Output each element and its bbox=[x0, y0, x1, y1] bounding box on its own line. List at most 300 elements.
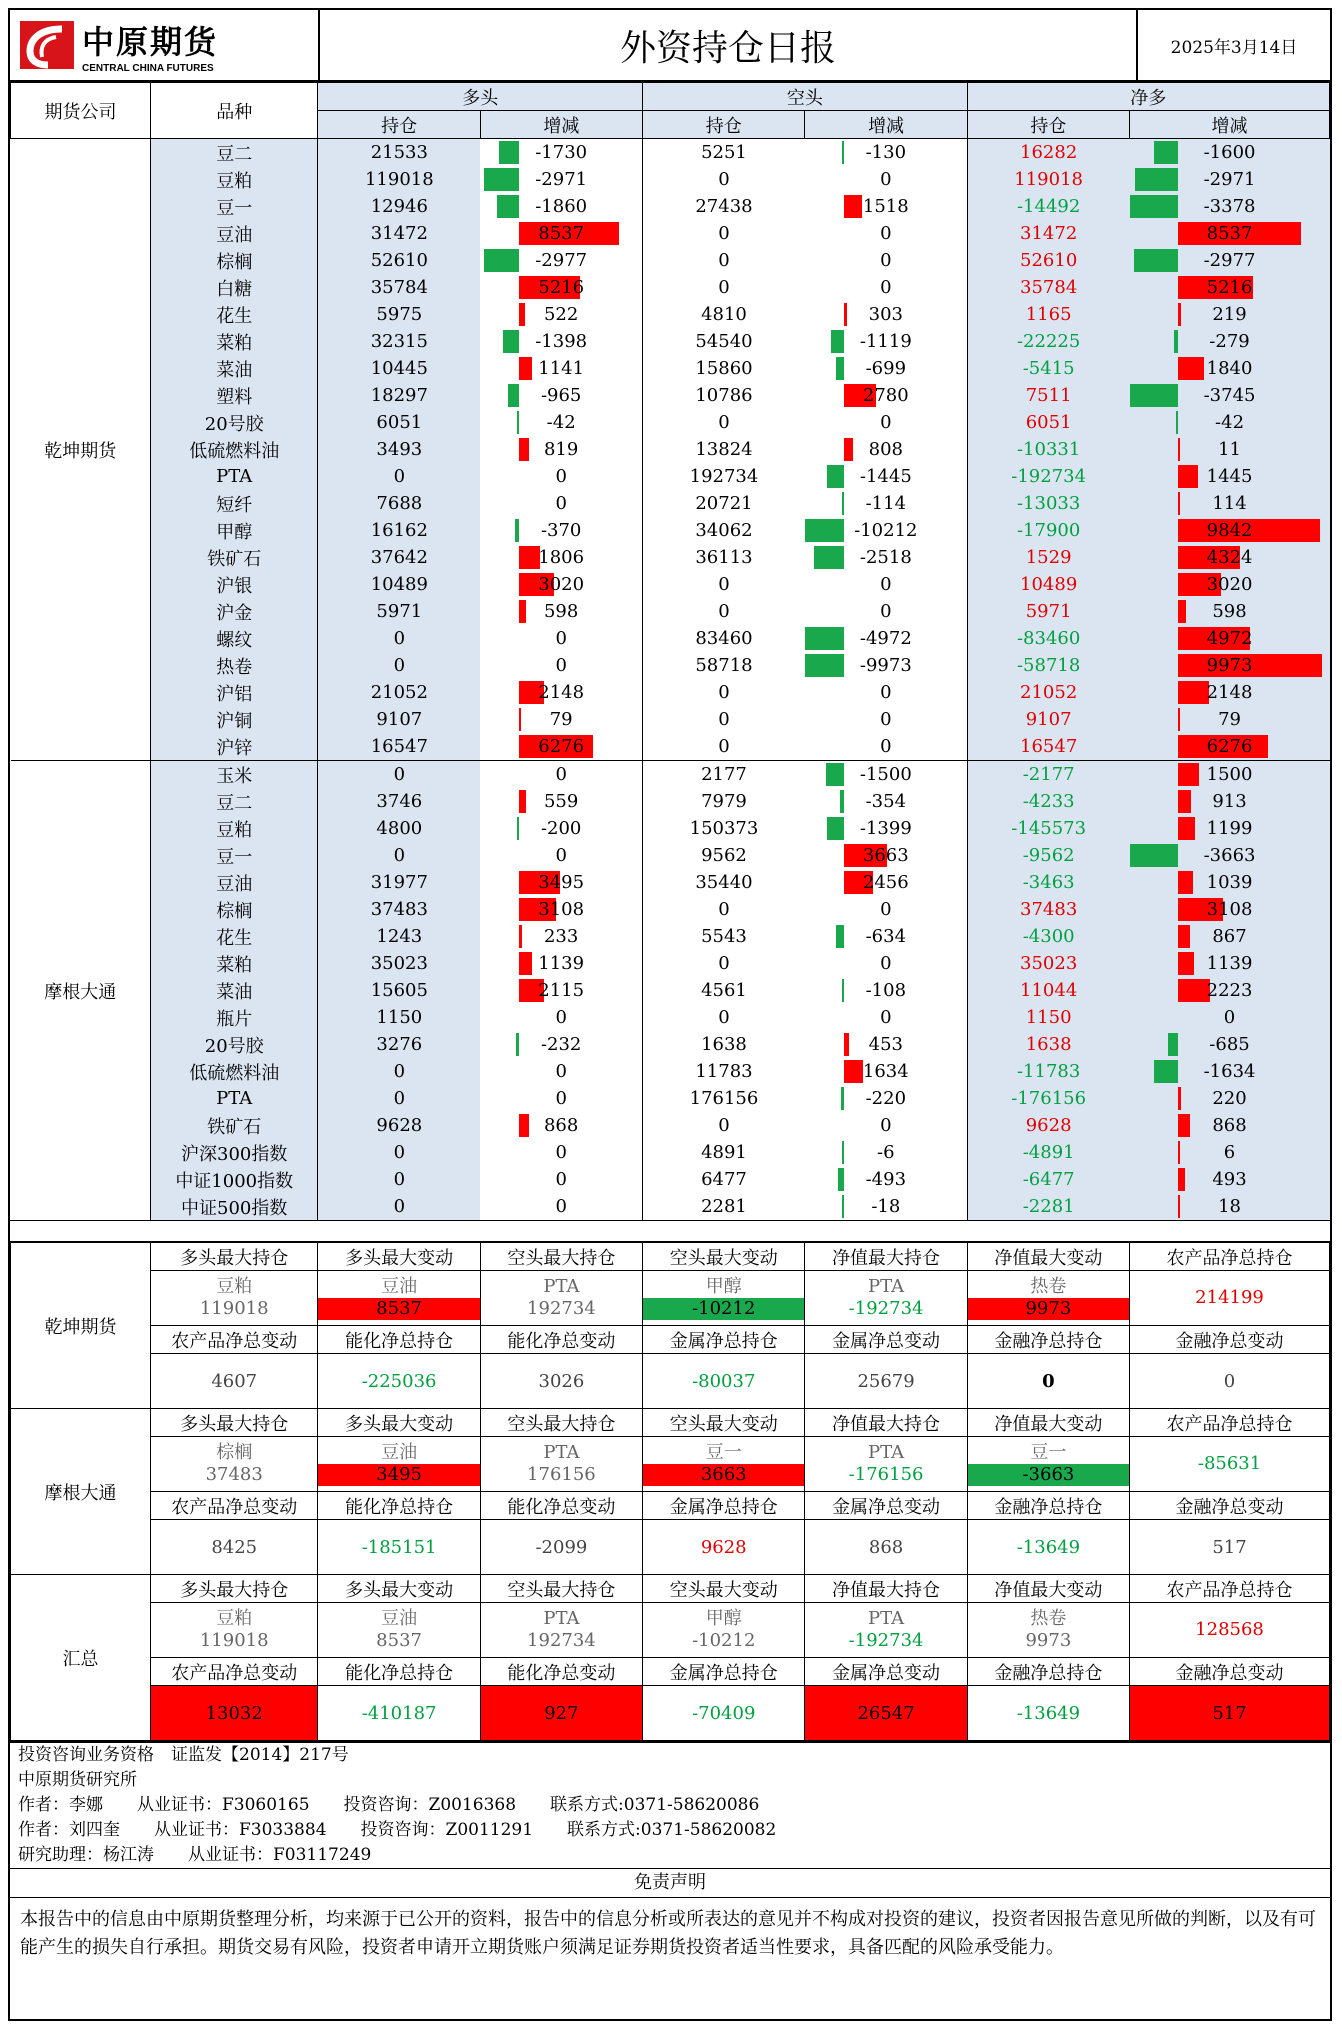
variety-cell bbox=[151, 463, 318, 490]
long-pos-cell bbox=[318, 950, 480, 977]
summary-bottom-cell: 868 bbox=[805, 1520, 967, 1575]
summary-header: 多头最大变动 bbox=[318, 1243, 480, 1271]
decrease-bar bbox=[1168, 1033, 1178, 1056]
long-chg-cell-value: 0 bbox=[555, 1169, 567, 1190]
long-chg-cell bbox=[480, 274, 642, 301]
short-chg-cell-value: 303 bbox=[868, 304, 903, 325]
short-pos-cell bbox=[643, 679, 805, 706]
short-pos-cell-value: 4561 bbox=[701, 980, 747, 1001]
net-chg-cell-value: 9842 bbox=[1206, 520, 1253, 541]
summary-header: 空头最大变动 bbox=[643, 1409, 805, 1437]
summary-header: 能化净总持仓 bbox=[318, 1326, 480, 1354]
short-chg-cell bbox=[805, 1193, 967, 1220]
summary-table bbox=[10, 1242, 1330, 1741]
summary-header: 空头最大变动 bbox=[643, 1243, 805, 1271]
long-pos-cell bbox=[318, 896, 480, 923]
short-chg-cell-value: 0 bbox=[880, 412, 892, 433]
variety-cell bbox=[151, 950, 318, 977]
summary-top-cell bbox=[318, 1271, 480, 1326]
decrease-bar bbox=[1130, 384, 1178, 407]
short-chg-cell bbox=[805, 139, 967, 167]
net-chg-cell bbox=[1130, 788, 1330, 815]
long-chg-cell bbox=[480, 842, 642, 869]
summary-variety: 豆一 bbox=[705, 1442, 742, 1463]
summary-bottom-cell: 927 bbox=[480, 1686, 642, 1741]
variety-cell-value: 铁矿石 bbox=[207, 548, 262, 570]
long-pos-cell bbox=[318, 761, 480, 789]
increase-bar bbox=[519, 790, 526, 813]
summary-bottom-cell: 8425 bbox=[151, 1520, 318, 1575]
long-pos-cell bbox=[318, 409, 480, 436]
long-chg-cell bbox=[480, 1004, 642, 1031]
short-pos-cell bbox=[643, 706, 805, 733]
long-chg-cell-value: 0 bbox=[555, 1007, 567, 1028]
variety-cell-value: 菜粕 bbox=[216, 332, 253, 354]
short-chg-cell-value: -1119 bbox=[859, 331, 912, 352]
variety-cell bbox=[151, 1139, 318, 1166]
decrease-bar bbox=[840, 790, 844, 813]
short-pos-cell bbox=[643, 977, 805, 1004]
long-pos-cell bbox=[318, 517, 480, 544]
decrease-bar bbox=[1135, 168, 1178, 191]
long-chg-cell bbox=[480, 355, 642, 382]
long-pos-cell bbox=[318, 652, 480, 679]
increase-bar bbox=[1178, 1141, 1180, 1164]
net-pos-cell-value: 16547 bbox=[1020, 736, 1078, 757]
summary-variety: PTA bbox=[543, 1608, 580, 1629]
short-chg-cell-value: 2780 bbox=[862, 385, 909, 406]
summary-value: -10212 bbox=[692, 1630, 756, 1651]
short-chg-cell bbox=[805, 869, 967, 896]
short-pos-cell-value: 9562 bbox=[701, 845, 747, 866]
summary-header: 净值最大变动 bbox=[967, 1243, 1129, 1271]
short-pos-cell-value: 0 bbox=[718, 899, 730, 920]
summary-header: 能化净总变动 bbox=[480, 1658, 642, 1686]
net-pos-cell bbox=[967, 977, 1129, 1004]
long-chg-cell bbox=[480, 382, 642, 409]
summary-variety: PTA bbox=[543, 1276, 580, 1297]
summary-top-cell bbox=[480, 1271, 642, 1326]
long-pos-cell bbox=[318, 355, 480, 382]
variety-cell-value: 豆粕 bbox=[216, 170, 253, 192]
table-row bbox=[11, 544, 1330, 571]
long-pos-cell-value: 5975 bbox=[376, 304, 423, 325]
long-pos-cell bbox=[318, 1139, 480, 1166]
summary-value: 214199 bbox=[1195, 1287, 1264, 1308]
variety-cell-value: PTA bbox=[216, 466, 253, 487]
net-chg-cell-value: 2148 bbox=[1206, 682, 1253, 703]
summary-header: 能化净总变动 bbox=[480, 1326, 642, 1354]
net-pos-cell-value: 31472 bbox=[1020, 223, 1078, 244]
short-pos-cell-value: 20721 bbox=[695, 493, 753, 514]
long-pos-cell bbox=[318, 328, 480, 355]
summary-bottom-cell: -2099 bbox=[480, 1520, 642, 1575]
summary-header: 净值最大持仓 bbox=[805, 1243, 967, 1271]
net-chg-cell-value: -279 bbox=[1209, 331, 1250, 352]
decrease-bar bbox=[836, 925, 843, 948]
report-header bbox=[10, 10, 1330, 82]
table-row bbox=[11, 598, 1330, 625]
net-pos-cell bbox=[967, 490, 1129, 517]
short-chg-cell bbox=[805, 328, 967, 355]
short-pos-cell-value: 54540 bbox=[695, 331, 753, 352]
net-chg-cell bbox=[1130, 869, 1330, 896]
increase-bar bbox=[1178, 465, 1199, 488]
short-pos-cell bbox=[643, 544, 805, 571]
long-chg-cell bbox=[480, 625, 642, 652]
net-pos-cell bbox=[967, 247, 1129, 274]
variety-cell-value: 花生 bbox=[216, 305, 253, 327]
summary-variety: 豆油 bbox=[381, 1442, 418, 1463]
variety-cell-value: 棕榈 bbox=[216, 900, 253, 922]
long-header: 多头 bbox=[318, 83, 643, 111]
table-row bbox=[11, 436, 1330, 463]
net-chg-cell-value: 1500 bbox=[1206, 764, 1253, 785]
short-chg-cell-value: 0 bbox=[880, 709, 892, 730]
net-chg-cell-value: 11 bbox=[1218, 439, 1241, 460]
short-pos-cell-value: 15860 bbox=[695, 358, 753, 379]
short-chg-cell bbox=[805, 166, 967, 193]
summary-variety: 豆油 bbox=[381, 1276, 418, 1297]
decrease-bar bbox=[826, 763, 844, 786]
net-pos-cell bbox=[967, 1166, 1129, 1193]
net-chg-header: 增减 bbox=[1130, 111, 1330, 139]
summary-header: 农产品净总持仓 bbox=[1130, 1409, 1330, 1437]
net-chg-cell bbox=[1130, 571, 1330, 598]
long-chg-cell bbox=[480, 166, 642, 193]
variety-cell-value: 热卷 bbox=[216, 656, 253, 678]
variety-cell-value: 沪铝 bbox=[216, 683, 253, 705]
net-pos-cell bbox=[967, 193, 1129, 220]
summary-bottom-cell: 517 bbox=[1130, 1520, 1330, 1575]
net-pos-cell-value: -17900 bbox=[1016, 520, 1081, 541]
summary-value: 37483 bbox=[205, 1464, 263, 1485]
long-pos-cell-value: 16162 bbox=[370, 520, 428, 541]
table-row bbox=[11, 869, 1330, 896]
long-chg-cell-value: 79 bbox=[549, 709, 573, 730]
short-chg-cell bbox=[805, 1031, 967, 1058]
short-pos-cell-value: 0 bbox=[718, 250, 730, 271]
short-chg-cell-value: -4972 bbox=[859, 628, 912, 649]
summary-bottom-cell: 9628 bbox=[643, 1520, 805, 1575]
table-row bbox=[11, 382, 1330, 409]
variety-cell bbox=[151, 977, 318, 1004]
net-chg-cell-value: -685 bbox=[1209, 1034, 1250, 1055]
short-chg-cell bbox=[805, 247, 967, 274]
net-chg-cell-value: 4324 bbox=[1206, 547, 1253, 568]
increase-bar bbox=[844, 438, 853, 461]
long-chg-cell bbox=[480, 517, 642, 544]
logo-cn: 中原期货 bbox=[82, 22, 219, 61]
net-pos-cell bbox=[967, 896, 1129, 923]
net-pos-cell-value: -9562 bbox=[1022, 845, 1075, 866]
long-pos-cell-value: 0 bbox=[393, 845, 406, 866]
short-chg-cell bbox=[805, 815, 967, 842]
table-row bbox=[11, 1139, 1330, 1166]
long-pos-cell bbox=[318, 1058, 480, 1085]
long-pos-cell bbox=[318, 706, 480, 733]
long-pos-cell-value: 31977 bbox=[370, 872, 428, 893]
long-chg-cell bbox=[480, 247, 642, 274]
short-chg-cell-value: 0 bbox=[880, 223, 892, 244]
summary-company: 汇总 bbox=[11, 1575, 151, 1741]
long-chg-cell-value: 559 bbox=[543, 791, 579, 812]
decrease-bar bbox=[497, 195, 519, 218]
long-chg-cell bbox=[480, 1193, 642, 1220]
net-pos-cell-value: -2177 bbox=[1022, 764, 1075, 785]
table-row bbox=[11, 1085, 1330, 1112]
variety-cell bbox=[151, 382, 318, 409]
table-row bbox=[11, 1004, 1330, 1031]
summary-value: 128568 bbox=[1195, 1619, 1264, 1640]
short-chg-cell bbox=[805, 355, 967, 382]
decrease-bar bbox=[842, 1141, 844, 1164]
long-pos-cell bbox=[318, 1166, 480, 1193]
table-row bbox=[11, 788, 1330, 815]
net-chg-cell bbox=[1130, 625, 1330, 652]
short-pos-cell-value: 6477 bbox=[701, 1169, 747, 1190]
long-chg-cell bbox=[480, 896, 642, 923]
table-row bbox=[11, 625, 1330, 652]
short-chg-cell-value: 0 bbox=[880, 250, 892, 271]
long-chg-cell bbox=[480, 301, 642, 328]
long-pos-cell bbox=[318, 1112, 480, 1139]
disclaimer-text: 本报告中的信息由中原期货整理分析，均来源于已公开的资料，报告中的信息分析或所表达的意见并不构成对投资的建议，投资者因报告意见所做的判断，以及有可能产生的损失自行承担。期货交易有风险，投资者申请开立期货账户须满足证券期货投资者适当性要求，具备匹配的风险承受能力。 bbox=[20, 1909, 1316, 1958]
short-chg-cell bbox=[805, 923, 967, 950]
variety-cell-value: 低硫燃料油 bbox=[189, 440, 280, 462]
summary-header: 金属净总变动 bbox=[805, 1658, 967, 1686]
net-chg-cell bbox=[1130, 815, 1330, 842]
long-chg-cell-value: 598 bbox=[543, 601, 579, 622]
short-pos-cell bbox=[643, 490, 805, 517]
variety-cell-value: 沪金 bbox=[216, 602, 253, 624]
net-pos-cell bbox=[967, 815, 1129, 842]
short-chg-cell-value: 453 bbox=[868, 1034, 903, 1055]
long-pos-cell-value: 119018 bbox=[364, 169, 434, 190]
summary-variety: 热卷 bbox=[1030, 1276, 1067, 1297]
net-chg-cell-value: 18 bbox=[1218, 1196, 1241, 1217]
net-pos-cell bbox=[967, 625, 1129, 652]
long-chg-cell bbox=[480, 869, 642, 896]
short-pos-cell-value: 4810 bbox=[701, 304, 747, 325]
short-chg-cell-value: 0 bbox=[880, 277, 892, 298]
short-chg-cell bbox=[805, 1112, 967, 1139]
long-pos-cell bbox=[318, 788, 480, 815]
summary-variety: 豆粕 bbox=[216, 1276, 253, 1297]
short-chg-cell-value: -2518 bbox=[859, 547, 912, 568]
summary-header: 金属净总变动 bbox=[805, 1492, 967, 1520]
variety-cell-value: 螺纹 bbox=[216, 629, 253, 651]
long-pos-cell-value: 0 bbox=[393, 466, 406, 487]
short-chg-cell bbox=[805, 463, 967, 490]
increase-bar bbox=[519, 925, 522, 948]
decrease-bar bbox=[517, 817, 519, 840]
net-chg-cell bbox=[1130, 517, 1330, 544]
summary-header: 金属净总变动 bbox=[805, 1326, 967, 1354]
short-chg-cell-value: -130 bbox=[865, 142, 907, 163]
short-chg-cell bbox=[805, 652, 967, 679]
short-pos-cell bbox=[643, 220, 805, 247]
long-pos-cell bbox=[318, 463, 480, 490]
short-pos-cell-value: 0 bbox=[718, 574, 730, 595]
variety-cell-value: 瓶片 bbox=[216, 1008, 253, 1030]
variety-cell bbox=[151, 788, 318, 815]
decrease-bar bbox=[484, 168, 519, 191]
short-pos-cell-value: 150373 bbox=[689, 818, 759, 839]
summary-header: 金属净总持仓 bbox=[643, 1492, 805, 1520]
short-chg-cell-value: -114 bbox=[865, 493, 907, 514]
net-pos-cell bbox=[967, 1004, 1129, 1031]
short-chg-cell bbox=[805, 571, 967, 598]
summary-top-cell bbox=[1130, 1271, 1330, 1326]
short-pos-cell bbox=[643, 1031, 805, 1058]
footer-line: 中原期货研究所 bbox=[18, 1770, 137, 1790]
net-chg-cell bbox=[1130, 1004, 1330, 1031]
short-chg-cell bbox=[805, 598, 967, 625]
increase-bar bbox=[1178, 763, 1200, 786]
short-chg-cell-value: -1445 bbox=[859, 466, 912, 487]
positions-table bbox=[10, 82, 1330, 1220]
net-chg-cell bbox=[1130, 355, 1330, 382]
variety-cell-value: 沪锌 bbox=[216, 737, 253, 759]
variety-cell bbox=[151, 869, 318, 896]
long-pos-cell-value: 32315 bbox=[370, 331, 428, 352]
net-pos-header: 持仓 bbox=[967, 111, 1129, 139]
net-chg-cell bbox=[1130, 139, 1330, 167]
variety-cell-value: 沪深300指数 bbox=[181, 1143, 288, 1165]
long-chg-cell-value: -1398 bbox=[535, 331, 588, 352]
short-pos-cell bbox=[643, 923, 805, 950]
net-pos-cell-value: -58718 bbox=[1016, 655, 1081, 676]
increase-bar bbox=[519, 303, 525, 326]
short-pos-cell-value: 4891 bbox=[701, 1142, 747, 1163]
net-pos-cell-value: 11044 bbox=[1020, 980, 1078, 1001]
long-chg-cell-value: 1806 bbox=[538, 547, 585, 568]
footer-info bbox=[10, 1741, 1330, 1868]
variety-cell-value: 棕榈 bbox=[216, 251, 253, 273]
variety-cell bbox=[151, 247, 318, 274]
net-chg-cell bbox=[1130, 193, 1330, 220]
variety-cell bbox=[151, 274, 318, 301]
variety-cell bbox=[151, 436, 318, 463]
short-chg-cell-value: -18 bbox=[871, 1196, 901, 1217]
short-pos-cell bbox=[643, 815, 805, 842]
net-pos-cell bbox=[967, 220, 1129, 247]
net-chg-cell-value: 1445 bbox=[1206, 466, 1253, 487]
net-pos-cell bbox=[967, 1058, 1129, 1085]
variety-cell bbox=[151, 1112, 318, 1139]
summary-top-cell bbox=[480, 1603, 642, 1658]
long-pos-cell-value: 35023 bbox=[370, 953, 428, 974]
variety-cell bbox=[151, 1193, 318, 1220]
short-pos-cell-value: 27438 bbox=[695, 196, 753, 217]
variety-cell bbox=[151, 544, 318, 571]
long-pos-cell-value: 0 bbox=[393, 655, 406, 676]
net-chg-cell-value: -1600 bbox=[1203, 142, 1256, 163]
net-chg-cell-value: 114 bbox=[1212, 493, 1247, 514]
long-pos-cell-value: 1243 bbox=[376, 926, 423, 947]
increase-bar bbox=[519, 1114, 529, 1137]
variety-cell bbox=[151, 1004, 318, 1031]
variety-cell-value: 豆油 bbox=[216, 873, 253, 895]
long-pos-cell-value: 4800 bbox=[376, 818, 423, 839]
net-pos-cell-value: 7511 bbox=[1025, 385, 1072, 406]
short-pos-cell-value: 35440 bbox=[695, 872, 753, 893]
table-row bbox=[11, 1193, 1330, 1220]
net-pos-cell-value: 119018 bbox=[1014, 169, 1083, 190]
report-page bbox=[8, 8, 1332, 2021]
net-pos-cell-value: 21052 bbox=[1020, 682, 1078, 703]
summary-company: 乾坤期货 bbox=[11, 1243, 151, 1409]
short-pos-cell-value: 0 bbox=[718, 682, 730, 703]
variety-cell bbox=[151, 761, 318, 789]
long-chg-cell-value: 0 bbox=[555, 1088, 567, 1109]
long-chg-cell-value: 1139 bbox=[538, 953, 585, 974]
long-pos-cell-value: 52610 bbox=[370, 250, 428, 271]
short-pos-cell-value: 36113 bbox=[695, 547, 753, 568]
long-chg-cell bbox=[480, 463, 642, 490]
long-chg-cell bbox=[480, 1058, 642, 1085]
long-chg-cell bbox=[480, 950, 642, 977]
net-chg-cell-value: -2971 bbox=[1203, 169, 1256, 190]
net-chg-cell bbox=[1130, 706, 1330, 733]
decrease-bar bbox=[503, 330, 519, 353]
net-chg-cell bbox=[1130, 896, 1330, 923]
table-row bbox=[11, 679, 1330, 706]
decrease-bar bbox=[838, 1168, 844, 1191]
increase-bar bbox=[1178, 925, 1191, 948]
net-chg-cell-value: -3378 bbox=[1203, 196, 1256, 217]
net-chg-cell bbox=[1130, 1058, 1330, 1085]
decrease-bar bbox=[827, 465, 844, 488]
long-chg-cell-value: 0 bbox=[555, 1196, 567, 1217]
summary-bottom-cell: 25679 bbox=[805, 1354, 967, 1409]
short-pos-cell-value: 176156 bbox=[689, 1088, 759, 1109]
net-chg-cell bbox=[1130, 1166, 1330, 1193]
net-header: 净多 bbox=[967, 83, 1329, 111]
long-pos-cell bbox=[318, 842, 480, 869]
short-chg-cell-value: 0 bbox=[880, 1007, 892, 1028]
short-chg-cell bbox=[805, 1004, 967, 1031]
long-chg-cell-value: 2148 bbox=[538, 682, 585, 703]
summary-bottom-cell: -410187 bbox=[318, 1686, 480, 1741]
net-pos-cell-value: -4233 bbox=[1022, 791, 1075, 812]
increase-bar bbox=[1178, 357, 1205, 380]
short-chg-cell bbox=[805, 977, 967, 1004]
increase-bar bbox=[519, 357, 532, 380]
long-pos-header: 持仓 bbox=[318, 111, 480, 139]
increase-bar bbox=[844, 195, 862, 218]
short-pos-cell-value: 0 bbox=[718, 1115, 730, 1136]
long-chg-cell-value: 0 bbox=[555, 493, 567, 514]
increase-bar bbox=[844, 303, 848, 326]
disclaimer-title: 免责声明 bbox=[10, 1868, 1330, 1898]
increase-bar bbox=[519, 438, 529, 461]
short-pos-cell bbox=[643, 301, 805, 328]
table-row bbox=[11, 761, 1330, 789]
variety-cell-value: 白糖 bbox=[216, 278, 253, 300]
increase-bar bbox=[1178, 979, 1210, 1002]
variety-cell-value: 中证500指数 bbox=[181, 1197, 288, 1219]
long-chg-cell-value: 6276 bbox=[538, 736, 585, 757]
long-pos-cell-value: 3276 bbox=[376, 1034, 423, 1055]
short-chg-cell-value: 0 bbox=[880, 899, 892, 920]
net-pos-cell bbox=[967, 409, 1129, 436]
long-pos-cell-value: 35784 bbox=[370, 277, 428, 298]
variety-cell bbox=[151, 193, 318, 220]
long-chg-cell bbox=[480, 1112, 642, 1139]
variety-cell-value: 铁矿石 bbox=[207, 1116, 262, 1138]
